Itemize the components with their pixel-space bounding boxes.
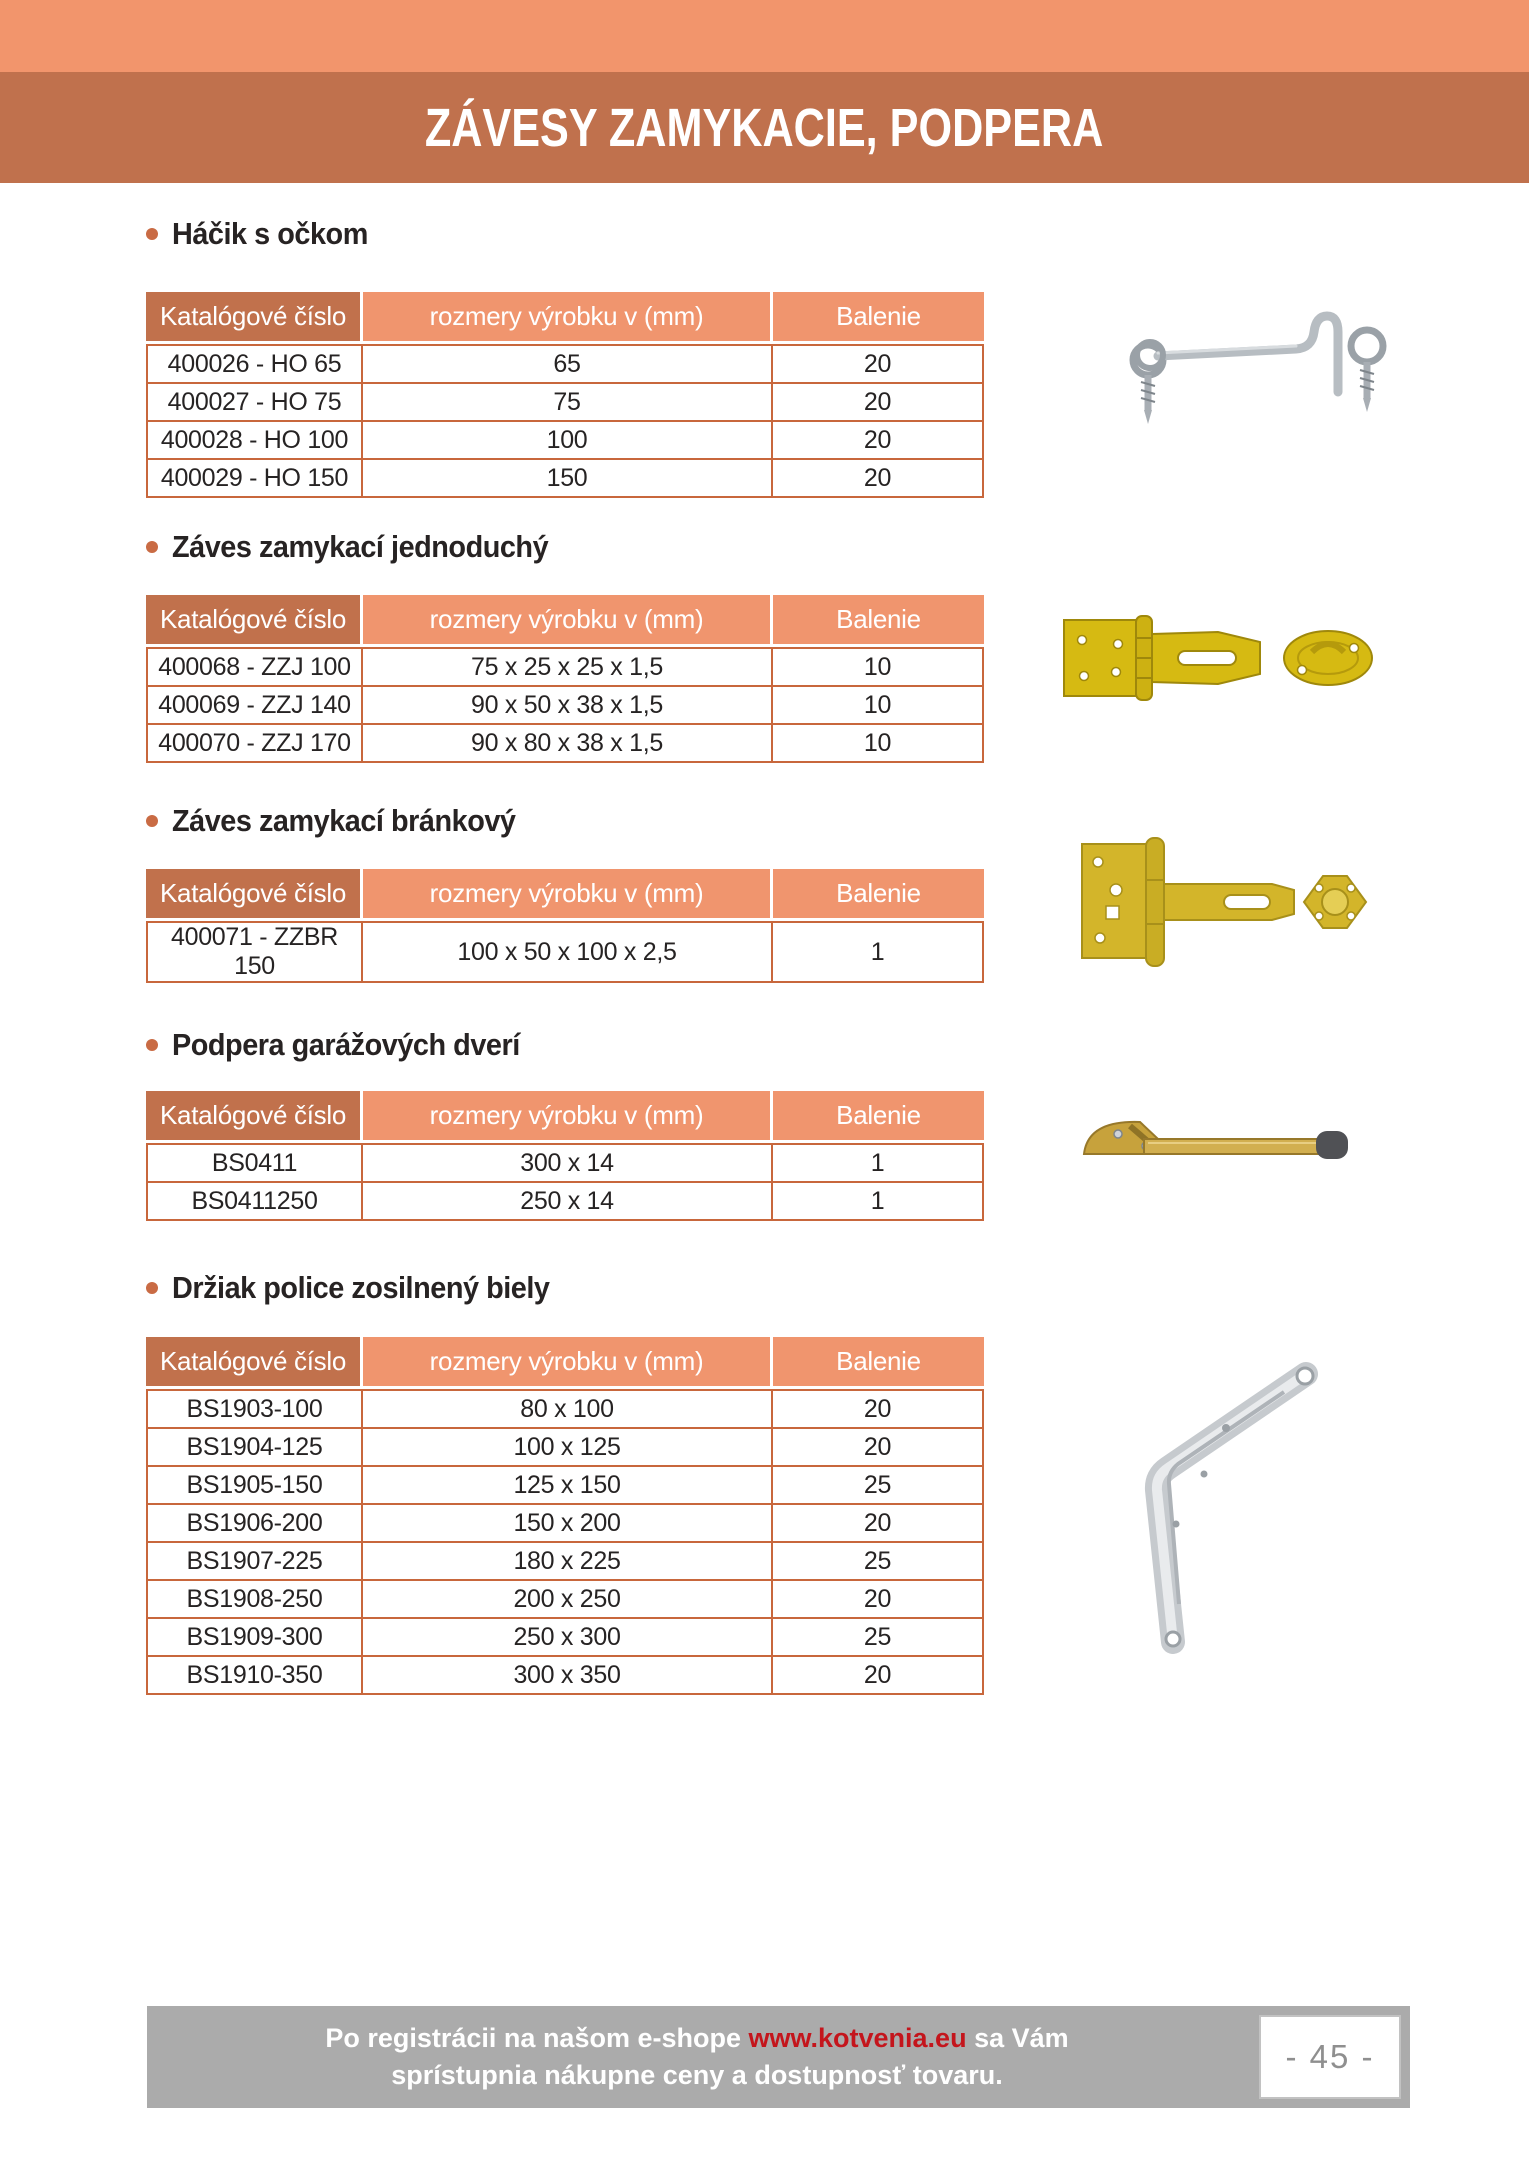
column-header-packaging: Balenie [773,869,984,921]
packaging-cell: 20 [773,422,984,460]
packaging-cell: 20 [773,344,984,384]
catalog-number-cell: BS1907-225 [146,1543,363,1581]
column-header-catalog-number: Katalógové číslo [146,1091,363,1143]
catalog-number-cell: BS1908-250 [146,1581,363,1619]
catalog-number-cell: 400027 - HO 75 [146,384,363,422]
catalog-number-cell: 400026 - HO 65 [146,344,363,384]
catalog-number-cell: 400069 - ZZJ 140 [146,687,363,725]
packaging-cell: 25 [773,1619,984,1657]
bullet-icon [146,1282,158,1294]
catalog-number-cell: 400068 - ZZJ 100 [146,647,363,687]
packaging-cell: 20 [773,1389,984,1429]
table-row [146,460,984,498]
footer-line-1 [325,2020,1068,2057]
dimensions-cell: 125 x 150 [363,1467,773,1505]
column-header-catalog-number: Katalógové číslo [146,1337,363,1389]
catalog-number-cell: BS1909-300 [146,1619,363,1657]
table-row [146,384,984,422]
footer-line1-prefix: Po registrácii na našom e-shope [325,2023,749,2053]
packaging-cell: 25 [773,1467,984,1505]
dimensions-cell: 250 x 300 [363,1619,773,1657]
table-row [146,1619,984,1657]
bullet-icon [146,1039,158,1051]
table-row [146,1467,984,1505]
dimensions-cell: 90 x 50 x 38 x 1,5 [363,687,773,725]
dimensions-cell: 75 [363,384,773,422]
section-heading-label: Záves zamykací bránkový [172,803,516,838]
catalog-number-cell: BS0411 [146,1143,363,1183]
column-header-catalog-number: Katalógové číslo [146,595,363,647]
section-heading-label: Háčik s očkom [172,216,368,251]
dimensions-cell: 80 x 100 [363,1389,773,1429]
table-row [146,1505,984,1543]
bullet-icon [146,228,158,240]
packaging-cell: 20 [773,460,984,498]
table-drziak-police [146,1337,984,1695]
dimensions-cell: 100 x 50 x 100 x 2,5 [363,921,773,983]
packaging-cell: 10 [773,687,984,725]
catalog-number-cell: BS1903-100 [146,1389,363,1429]
hook-with-eye-image [1110,298,1395,433]
table-zaves-zamykaci-brankovy [146,869,984,983]
column-header-catalog-number: Katalógové číslo [146,292,363,344]
column-header-dimensions: rozmery výrobku v (mm) [363,595,773,647]
footer-line1-suffix: sa Vám [966,2023,1069,2053]
catalog-number-cell: BS1906-200 [146,1505,363,1543]
hasp-with-eye-plate-image [1060,612,1385,704]
column-header-packaging: Balenie [773,292,984,344]
packaging-cell: 20 [773,1657,984,1695]
dimensions-cell: 100 x 125 [363,1429,773,1467]
dimensions-cell: 250 x 14 [363,1183,773,1221]
packaging-cell: 20 [773,1429,984,1467]
packaging-cell: 20 [773,1505,984,1543]
catalog-number-cell: 400071 - ZZBR 150 [146,921,363,983]
section-heading-label: Podpera garážových dverí [172,1027,520,1062]
column-header-dimensions: rozmery výrobku v (mm) [363,292,773,344]
header-title-band [0,72,1529,183]
packaging-cell: 10 [773,647,984,687]
catalog-number-cell: BS1910-350 [146,1657,363,1695]
table-row [146,687,984,725]
column-header-packaging: Balenie [773,595,984,647]
packaging-cell: 20 [773,384,984,422]
footer-text [147,2006,1247,2108]
dimensions-cell: 150 [363,460,773,498]
bullet-icon [146,815,158,827]
shelf-bracket-image [1116,1352,1364,1687]
footer-line-2: sprístupnia nákupne ceny a dostupnosť tovaru. [391,2060,1003,2090]
catalog-number-cell: BS1905-150 [146,1467,363,1505]
dimensions-cell: 300 x 350 [363,1657,773,1695]
header-top-band [0,0,1529,72]
catalog-number-cell: 400029 - HO 150 [146,460,363,498]
section-heading-label: Držiak police zosilnený biely [172,1270,550,1305]
dimensions-cell: 90 x 80 x 38 x 1,5 [363,725,773,763]
section-heading-zaves-zamykaci-brankovy [146,801,541,841]
packaging-cell: 1 [773,921,984,983]
column-header-packaging: Balenie [773,1091,984,1143]
section-heading-drziak-police [146,1268,578,1308]
section-heading-zaves-zamykaci-jednoduchy [146,527,576,567]
dimensions-cell: 75 x 25 x 25 x 1,5 [363,647,773,687]
dimensions-cell: 65 [363,344,773,384]
packaging-cell: 25 [773,1543,984,1581]
table-row [146,1543,984,1581]
column-header-catalog-number: Katalógové číslo [146,869,363,921]
table-zaves-zamykaci-jednoduchy [146,595,984,763]
table-row [146,1143,984,1183]
packaging-cell: 10 [773,725,984,763]
column-header-dimensions: rozmery výrobku v (mm) [363,1091,773,1143]
packaging-cell: 20 [773,1581,984,1619]
column-header-dimensions: rozmery výrobku v (mm) [363,869,773,921]
gate-hasp-with-diamond-plate-image [1076,836,1368,972]
table-podpera-garazovych-dveri [146,1091,984,1221]
page-number: - 45 - [1285,2038,1375,2075]
catalog-number-cell: BS1904-125 [146,1429,363,1467]
dimensions-cell: 300 x 14 [363,1143,773,1183]
packaging-cell: 1 [773,1143,984,1183]
footer-bar [147,2006,1410,2108]
table-row [146,921,984,983]
catalog-number-cell: BS0411250 [146,1183,363,1221]
catalog-number-cell: 400070 - ZZJ 170 [146,725,363,763]
dimensions-cell: 180 x 225 [363,1543,773,1581]
dimensions-cell: 200 x 250 [363,1581,773,1619]
table-row [146,1183,984,1221]
footer-website-link[interactable]: www.kotvenia.eu [748,2023,967,2053]
garage-door-support-arm-image [1078,1112,1350,1170]
table-row [146,344,984,384]
page-number-box [1259,2015,1401,2099]
packaging-cell: 1 [773,1183,984,1221]
dimensions-cell: 100 [363,422,773,460]
column-header-packaging: Balenie [773,1337,984,1389]
table-row [146,1657,984,1695]
table-row [146,1581,984,1619]
section-heading-podpera-garazovych-dveri [146,1025,546,1065]
column-header-dimensions: rozmery výrobku v (mm) [363,1337,773,1389]
table-row [146,725,984,763]
table-row [146,1429,984,1467]
table-row [146,422,984,460]
table-row [146,1389,984,1429]
section-heading-label: Záves zamykací jednoduchý [172,529,549,564]
section-heading-hacik-s-ockom [146,214,383,254]
bullet-icon [146,541,158,553]
table-hacik-s-ockom [146,292,984,498]
catalog-number-cell: 400028 - HO 100 [146,422,363,460]
dimensions-cell: 150 x 200 [363,1505,773,1543]
page-title: ZÁVESY ZAMYKACIE, PODPERA [425,97,1104,158]
table-row [146,647,984,687]
